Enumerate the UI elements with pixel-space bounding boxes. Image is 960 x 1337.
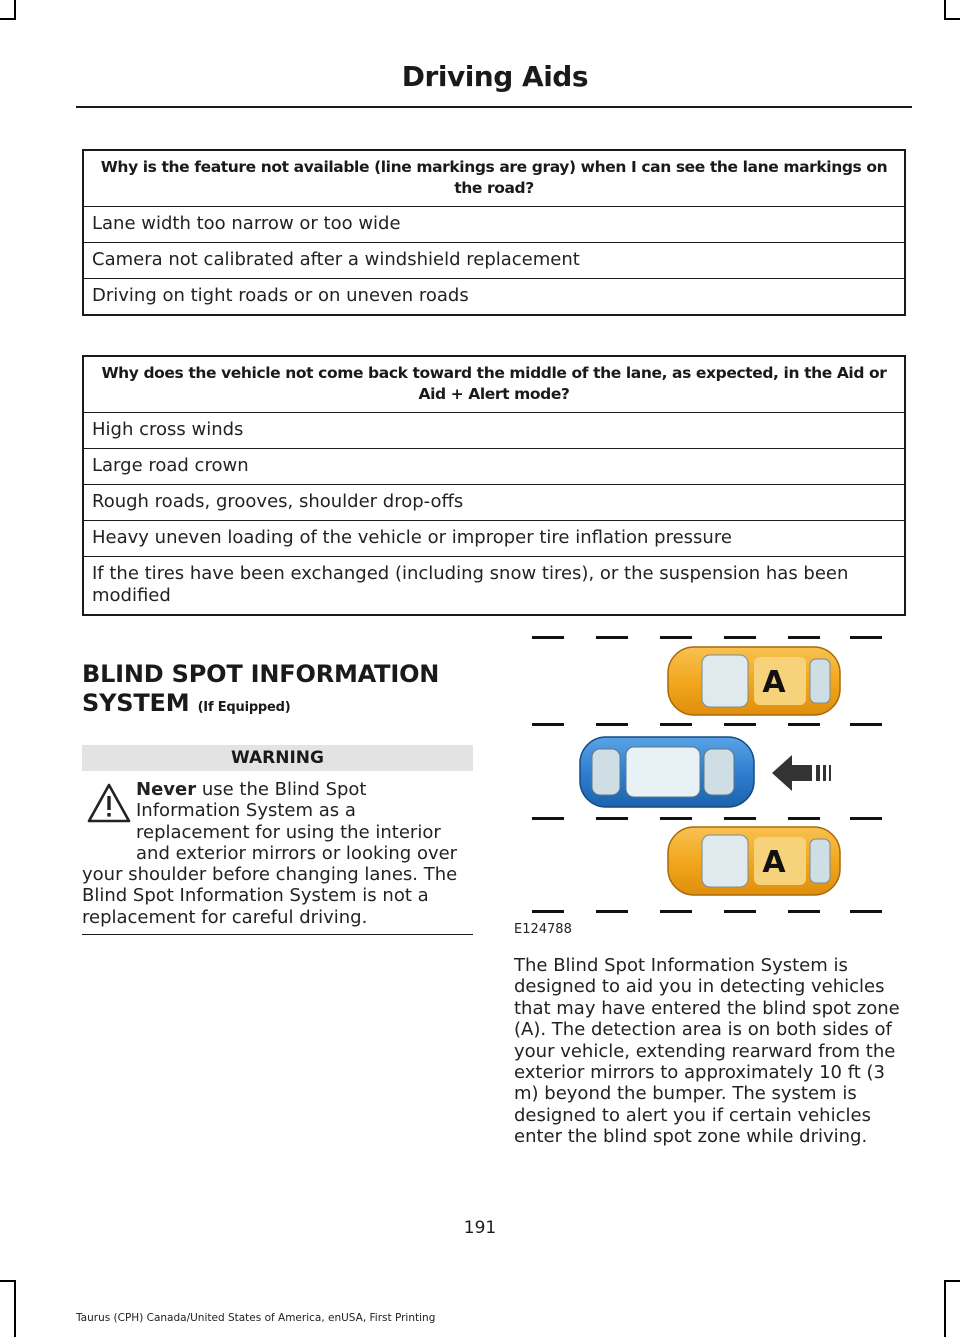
page-number: 191	[463, 1218, 497, 1238]
crop-mark-top-right-h	[944, 18, 960, 20]
lane-line-2	[532, 723, 882, 726]
table-feature-unavailable	[82, 149, 906, 316]
table-row	[83, 413, 905, 449]
blind-spot-diagram	[530, 625, 890, 920]
crop-mark-top-left-h	[0, 18, 16, 20]
page-header-title: Driving Aids	[401, 60, 588, 93]
warning-rule	[82, 934, 473, 935]
table-cell: Driving on tight roads or on uneven roads	[83, 279, 905, 316]
body-paragraph: The Blind Spot Information System is designed to aid you in detecting vehicles that may have entered the blind spot zone (A). The detection area is on both sides of your vehicle, extending rearward from the exterior mirrors to approximately 10 ft (3 m) beyond the bumper. The system is designed to alert you if certain vehicles enter the blind spot zone while driving.	[514, 955, 900, 1148]
table-cell: Large road crown	[83, 449, 905, 485]
table-question: Why is the feature not available (line markings are gray) when I can see the lane markings on the road?	[83, 150, 905, 207]
host-car	[580, 737, 754, 807]
table-cell: Rough roads, grooves, shoulder drop-offs	[83, 485, 905, 521]
publication-footer: Taurus (CPH) Canada/United States of America, enUSA, First Printing	[76, 1312, 436, 1324]
warning-text	[82, 779, 474, 928]
table-cell: High cross winds	[83, 413, 905, 449]
zone-car-top	[668, 647, 840, 715]
table-row	[83, 207, 905, 243]
warning-body: use the Blind Spot Information System as a replacement for using the interior and exterior mirrors or looking over your shoulder before changing lanes. The Blind Spot Information System is not a replacement for careful driving.	[82, 779, 458, 928]
lane-line-4	[532, 910, 882, 913]
crop-mark-bottom-left-v	[14, 1280, 16, 1337]
section-qualifier: (If Equipped)	[197, 700, 291, 715]
crop-mark-bottom-right-v	[944, 1280, 946, 1337]
zone-label-bottom: A	[762, 845, 786, 880]
table-row	[83, 279, 905, 316]
header-rule	[76, 106, 912, 108]
zone-label-top: A	[762, 665, 786, 700]
zone-car-bottom	[668, 827, 840, 895]
section-heading	[82, 660, 482, 722]
table-cell: If the tires have been exchanged (including snow tires), or the suspension has been modified	[83, 557, 905, 616]
table-cell: Camera not calibrated after a windshield replacement	[83, 243, 905, 279]
warning-lead: Never	[136, 779, 197, 800]
lane-line-1	[532, 636, 882, 639]
table-question: Why does the vehicle not come back toward the middle of the lane, as expected, in the Aid or Aid + Alert mode?	[83, 356, 905, 413]
table-row	[83, 557, 905, 616]
section-title-line1: BLIND SPOT INFORMATION	[82, 660, 440, 688]
table-vehicle-not-centering	[82, 355, 906, 616]
table-row	[83, 449, 905, 485]
crop-mark-bottom-right-h	[944, 1280, 960, 1282]
table-row	[83, 521, 905, 557]
table-cell: Lane width too narrow or too wide	[83, 207, 905, 243]
crop-mark-bottom-left-h	[0, 1280, 16, 1282]
lane-line-3	[532, 817, 882, 820]
table-cell: Heavy uneven loading of the vehicle or improper tire inflation pressure	[83, 521, 905, 557]
figure-code: E124788	[514, 922, 572, 937]
table-row	[83, 485, 905, 521]
arrow-left-icon	[772, 755, 831, 791]
crop-mark-top-right-v	[944, 0, 946, 20]
crop-mark-top-left-v	[14, 0, 16, 20]
warning-label: WARNING	[82, 745, 473, 771]
table-row	[83, 243, 905, 279]
section-title-line2: SYSTEM	[82, 689, 190, 717]
